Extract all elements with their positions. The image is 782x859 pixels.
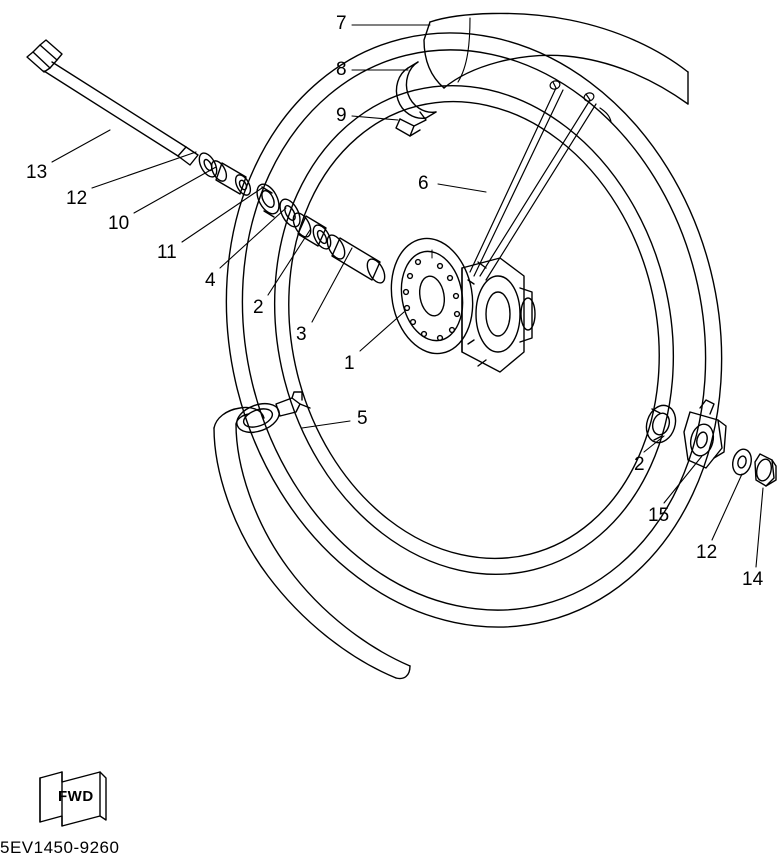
- callout-label-13: 13: [26, 162, 48, 183]
- callout-label-14: 14: [742, 569, 764, 590]
- axle-nut-14: [755, 454, 776, 486]
- washer-12-left: [196, 150, 221, 180]
- wheel-hub-body: [462, 258, 535, 372]
- callout-label-4: 4: [205, 270, 216, 291]
- callout-label-7: 7: [336, 13, 347, 34]
- callout-label-6: 6: [418, 173, 429, 194]
- callout-label-12-right: 12: [696, 542, 718, 563]
- rim-strip-7: [424, 13, 688, 104]
- fwd-label: FWD: [58, 788, 94, 805]
- callout-label-10: 10: [108, 213, 130, 234]
- callout-label-9: 9: [336, 105, 347, 126]
- callout-label-5: 5: [357, 408, 368, 429]
- callout-label-1: 1: [344, 353, 355, 374]
- callout-label-2-left: 2: [253, 297, 264, 318]
- callout-label-15: 15: [648, 505, 670, 526]
- callout-label-8: 8: [336, 59, 347, 80]
- diagram-part-code: 5EV1450-9260: [0, 838, 120, 857]
- oil-seal-11: [253, 181, 284, 218]
- callout-label-12-left: 12: [66, 188, 88, 209]
- callout-label-3: 3: [296, 324, 307, 345]
- collar-3: [324, 232, 389, 286]
- callout-leader-lines: [52, 25, 763, 567]
- washer-12-right: [730, 447, 754, 477]
- front-wheel-hub-disc: [383, 232, 482, 360]
- callout-label-2-right: 2: [634, 454, 645, 475]
- axle-shaft-13: [27, 40, 198, 165]
- callout-label-11: 11: [157, 242, 177, 263]
